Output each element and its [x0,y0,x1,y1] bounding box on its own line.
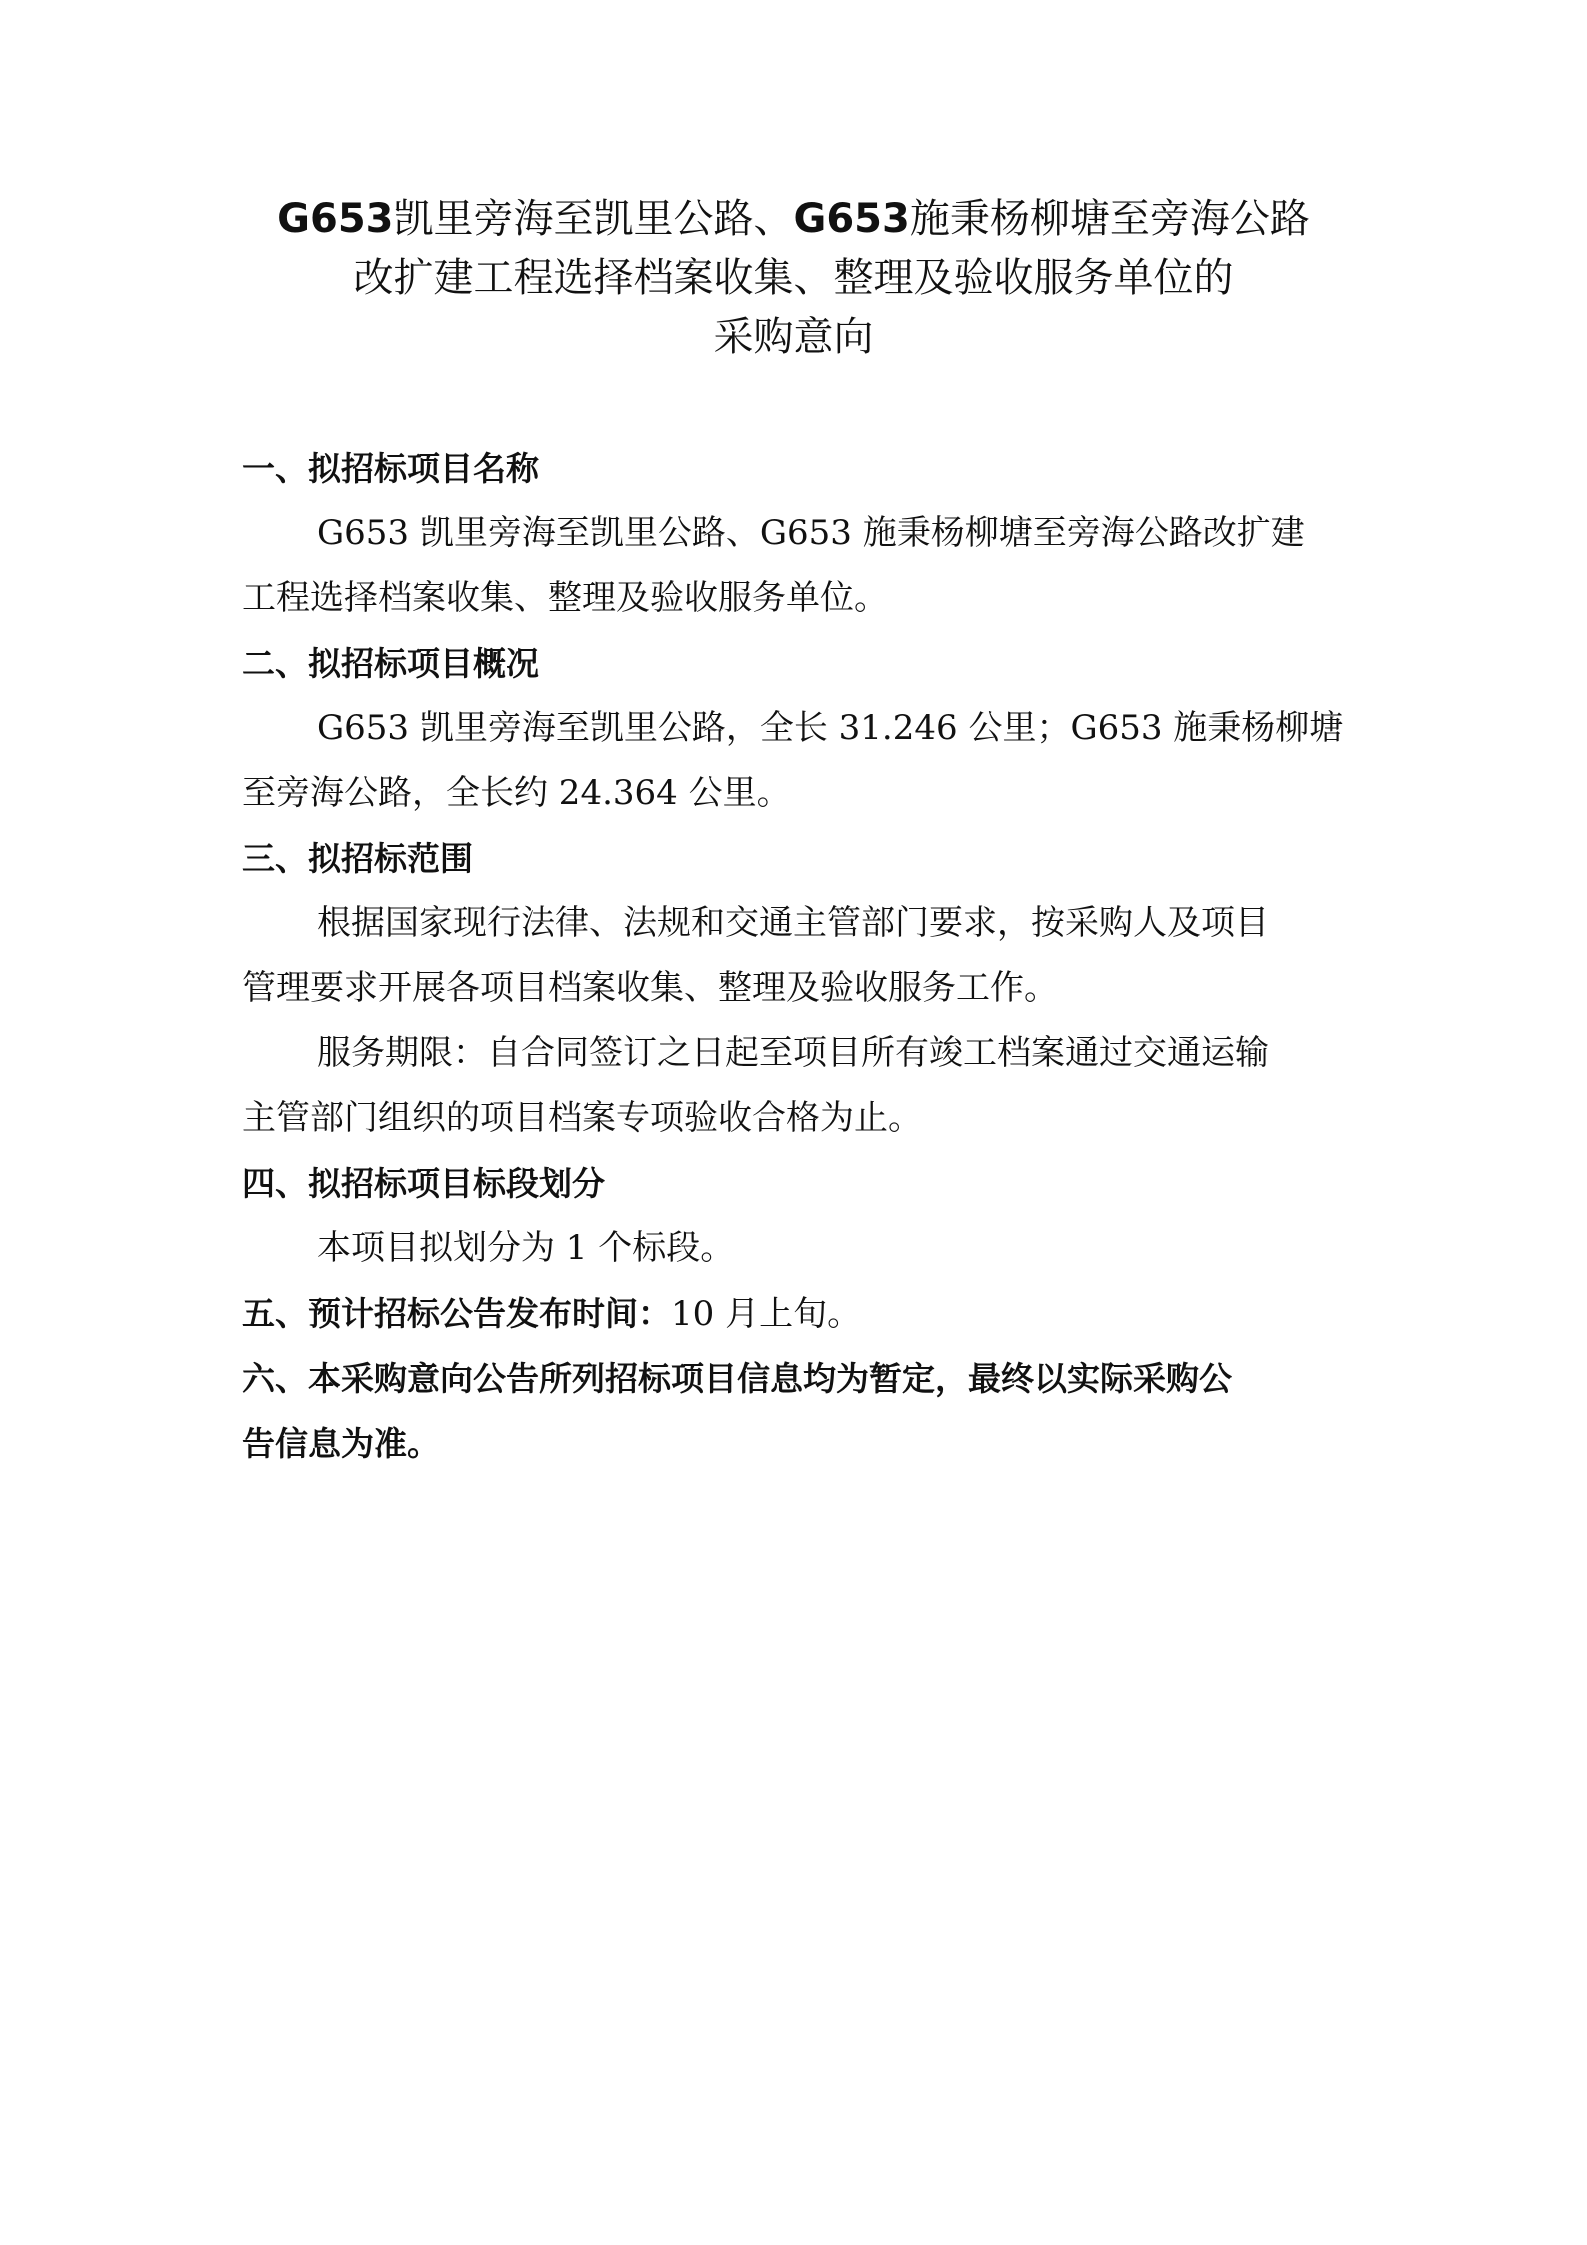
section-6-line-2: 告信息为准。 [242,1424,440,1463]
title-text-a: 凯里旁海至凯里公路、 [393,196,794,242]
title-road-code-b: G653 [793,196,910,242]
section-5-value: 10 月上旬。 [671,1294,862,1334]
section-3-paragraph-2-line-2: 主管部门组织的项目档案专项验收合格为止。 [242,1098,922,1138]
document-title [220,190,1367,367]
section-4-heading: 四、拟招标项目标段划分 [242,1164,605,1203]
section-3-paragraph-1-line-1: 根据国家现行法律、法规和交通主管部门要求，按采购人及项目 [317,903,1269,943]
section-6-line-1: 六、本采购意向公告所列招标项目信息均为暂定，最终以实际采购公 [242,1359,1232,1398]
title-line-1 [220,190,1367,249]
section-1-paragraph-line-1: G653 凯里旁海至凯里公路、G653 施秉杨柳塘至旁海公路改扩建 [317,513,1305,553]
section-2-paragraph-line-2: 至旁海公路，全长约 24.364 公里。 [242,773,791,813]
title-text-b: 施秉杨柳塘至旁海公路 [909,196,1310,242]
section-5-heading: 五、预计招标公告发布时间： [242,1294,671,1333]
section-5-row [242,1281,1357,1346]
section-2-paragraph-line-1: G653 凯里旁海至凯里公路，全长 31.246 公里；G653 施秉杨柳塘 [317,708,1344,748]
title-line-3: 采购意向 [713,314,874,360]
section-1-heading: 一、拟招标项目名称 [242,449,539,488]
title-line-2: 改扩建工程选择档案收集、整理及验收服务单位的 [353,255,1234,301]
section-3-paragraph-2-line-1: 服务期限：自合同签订之日起至项目所有竣工档案通过交通运输 [317,1033,1269,1073]
section-3-paragraph-1-line-2: 管理要求开展各项目档案收集、整理及验收服务工作。 [242,968,1058,1008]
section-1-paragraph-line-2: 工程选择档案收集、整理及验收服务单位。 [242,578,888,618]
section-2-heading: 二、拟招标项目概况 [242,644,539,683]
section-3-heading: 三、拟招标范围 [242,839,473,878]
section-4-paragraph-line-1: 本项目拟划分为 1 个标段。 [317,1228,735,1268]
document-body [242,436,1357,1476]
title-road-code-a: G653 [277,196,394,242]
